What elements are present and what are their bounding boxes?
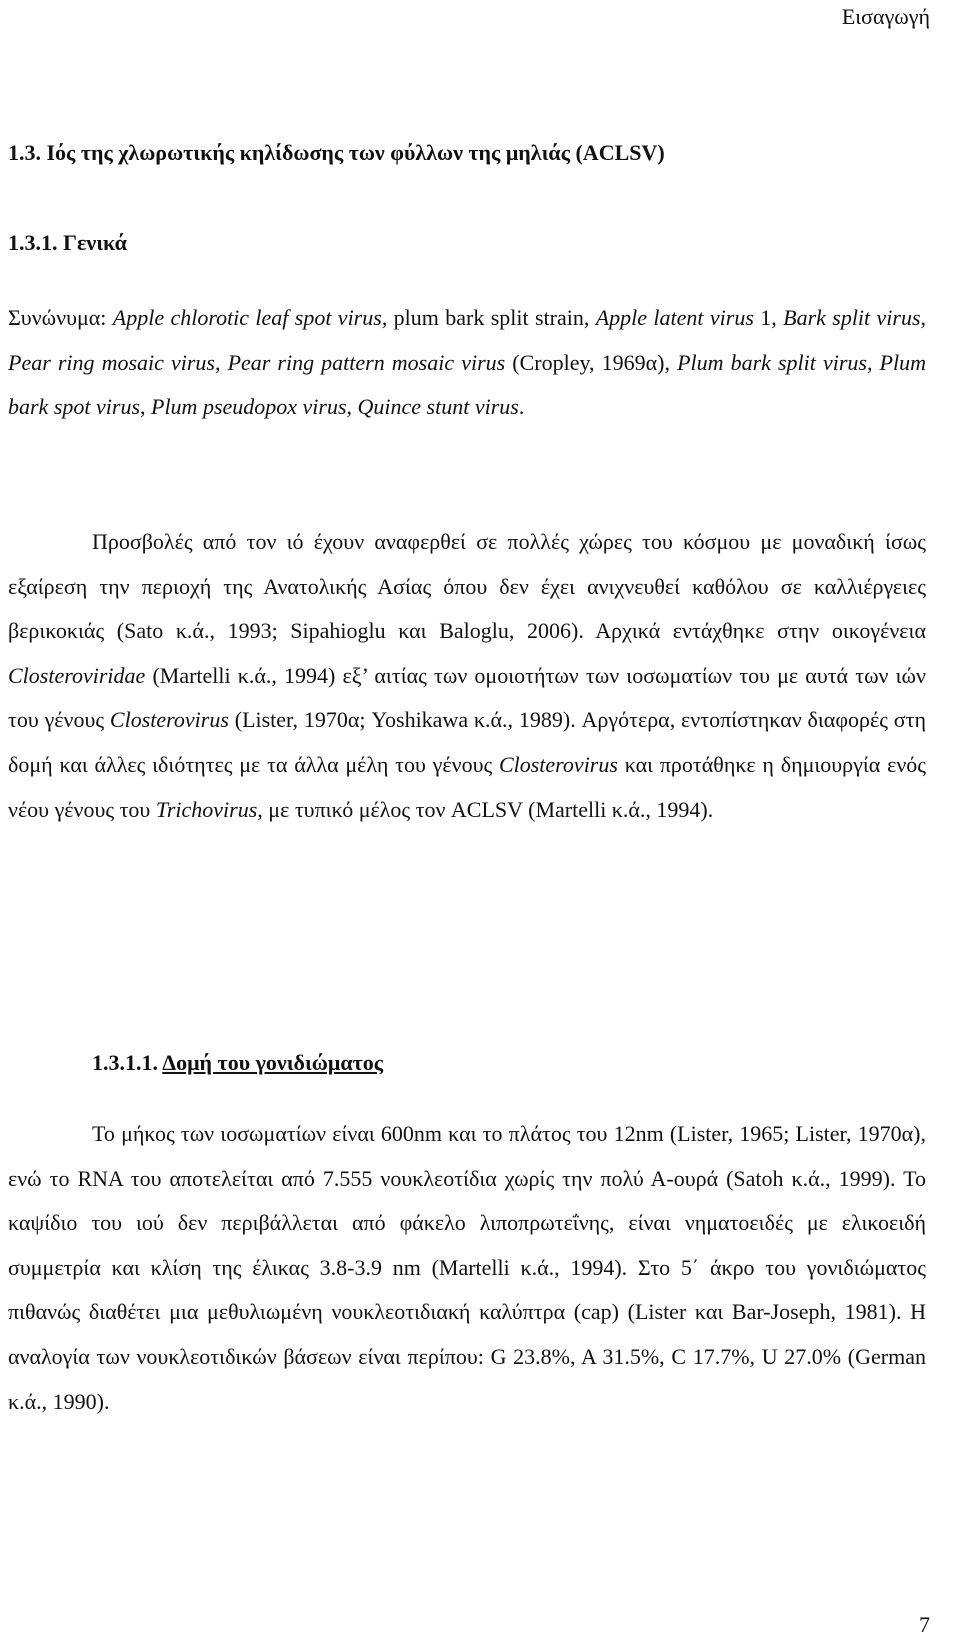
italic-virus-name: Plum bark spot virus [8, 349, 926, 420]
italic-virus-name: Apple latent virus [595, 305, 754, 330]
italic-taxon: Closterovirus [498, 751, 618, 777]
italic-virus-name: Pear ring pattern mosaic virus [227, 349, 506, 375]
text-run: Προσβολές από τον ιό έχουν αναφερθεί σε πολλές χώρες του κόσμου με μοναδική ίσως εξαίρεση την περιοχή της Ανατολικής Ασίας όπου δεν έχει ανιχνευθεί καθόλου σε καλλιέργειες βερικοκιάς (Sato κ.ά., 1993; Sipahioglu και Baloglu, 2006). Αρχικά εντάχθηκε στην οικογένεια [8, 529, 926, 644]
text-run: . [518, 394, 525, 420]
text-run: 1, [753, 305, 784, 330]
text-run: (Cropley, 1969α), [505, 349, 678, 375]
subsubsection-number: 1.3.1.1. [92, 1050, 158, 1075]
subsection-number: 1.3.1. [8, 230, 58, 255]
italic-virus-name: Bark split virus [783, 305, 921, 330]
text-run: , [920, 305, 927, 330]
text-run: (Martelli κ.ά., 1994) εξ’ αιτίας των ομοιοτήτων των ιοσωματίων του με αυτά των ιών του γένους [8, 662, 926, 733]
distribution-paragraph [8, 520, 926, 832]
text-run: , [140, 394, 151, 420]
italic-virus-name: Apple chlorotic leaf spot virus [112, 305, 382, 330]
text-run: και προτάθηκε η δημιουργία ενός νέου γένους του [8, 751, 926, 822]
text-run: , [866, 349, 880, 375]
text-run: , [346, 394, 358, 420]
text-run: Συνώνυμα: [8, 305, 113, 330]
subsubsection-heading [92, 1048, 383, 1078]
text-run: , plum bark split strain, [381, 305, 596, 330]
subsubsection-title: Δομή του γονιδιώματος [162, 1050, 384, 1075]
subsection-heading [8, 228, 127, 258]
synonyms-paragraph [8, 296, 926, 430]
italic-taxon: Closterovirus [109, 707, 229, 733]
text-run: , [215, 349, 228, 375]
italic-virus-name: Pear ring mosaic virus [8, 349, 215, 375]
italic-taxon: Closteroviridae [8, 662, 146, 688]
section-number: 1.3. [8, 140, 41, 165]
italic-virus-name: Quince stunt virus [357, 394, 519, 420]
genome-structure-paragraph: Το μήκος των ιοσωματίων είναι 600nm και το πλάτος του 12nm (Lister, 1965; Lister, 1970α), ενώ το RNA του αποτελείται από 7.555 νουκλεοτίδια χωρίς την πολύ Α-ουρά (Satoh κ.ά., 1999). Το καψίδιο του ιού δεν περιβάλλεται από φάκελο λιποπρωτεΐνης, είναι νηματοειδές με ελικοειδή συμμετρία και κλίση της έλικας 3.8-3.9 nm (Martelli κ.ά., 1994). Στο 5΄ άκρο του γονιδιώματος πιθανώς διαθέτει μια μεθυλιωμένη νουκλεοτιδιακή καλύπτρα (cap) (Lister και Bar-Joseph, 1981). Η αναλογία των νουκλεοτιδικών βάσεων είναι περίπου: G 23.8%, A 31.5%, C 17.7%, U 27.0% (German κ.ά., 1990). [8, 1121, 926, 1414]
italic-virus-name: Plum bark split virus [677, 349, 867, 375]
italic-virus-name: Plum pseudopox virus [151, 394, 347, 420]
subsection-title: Γενικά [63, 230, 127, 255]
section-title: Ιός της χλωρωτικής κηλίδωσης των φύλλων της μηλιάς (ACLSV) [46, 140, 665, 165]
text-run: (Lister, 1970α; Yoshikawa κ.ά., 1989). Αργότερα, εντοπίστηκαν διαφορές στη δομή και άλλες ιδιότητες με τα άλλα μέλη του γένους [8, 707, 926, 777]
running-header: Εισαγωγή [841, 4, 930, 29]
section-heading [8, 138, 665, 168]
text-run: , με τυπικό μέλος τον ACLSV (Martelli κ.ά., 1994). [257, 796, 714, 822]
italic-taxon: Trichovirus [155, 796, 258, 822]
page-number: 7 [919, 1612, 930, 1637]
